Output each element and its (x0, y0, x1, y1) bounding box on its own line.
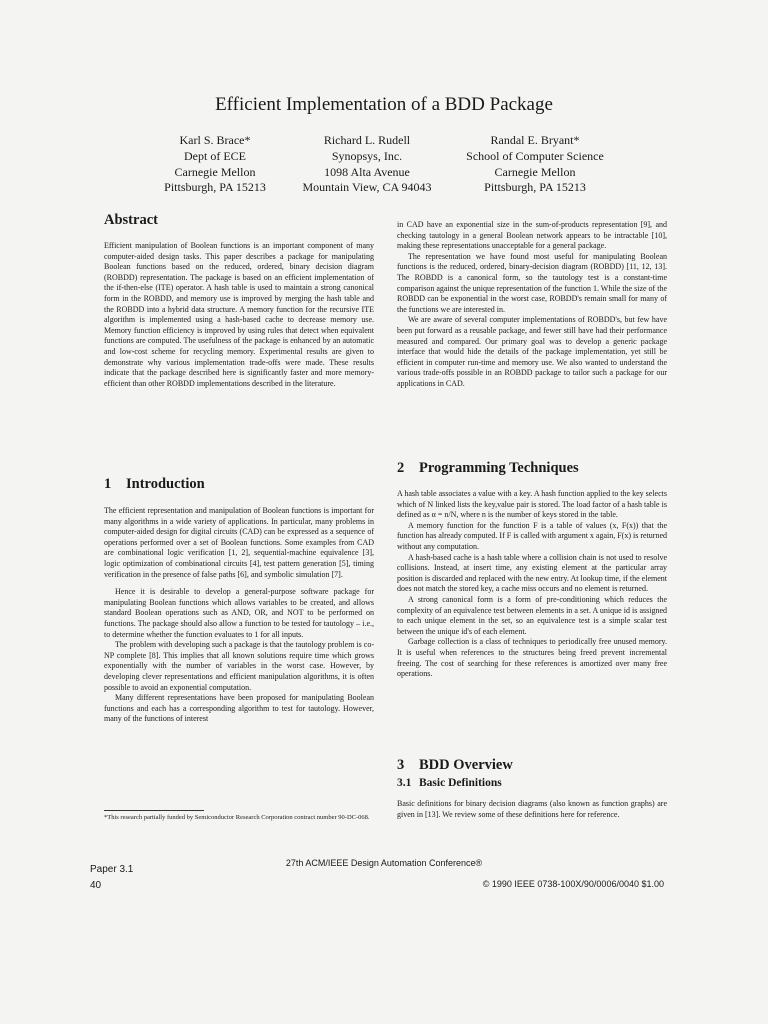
author-org: 1098 Alta Avenue (324, 164, 410, 179)
intro-paragraph: in CAD have an exponential size in the sum-of-products representation [9], and checking tautology in a general Boolean network appears to be intractable [10], making these representations unacceptable for a general package. (397, 220, 667, 251)
author-2 (272, 133, 462, 196)
footnote: *This research partially funded by Semiconductor Research Corporation contract number 90-DC-068. (104, 814, 370, 821)
author-affiliation: Dept of ECE (184, 148, 246, 163)
intro-paragraph: We are aware of several computer implementations of ROBDD's, but few have been put forward as a reusable package, and fewer still have had their performance measured and compared. Our primary goal was to develop a generic package interface that would hide the details of the package implementation, yet still be efficient in computer run-time and memory use. We also wanted to understand the various trade-offs possible in an ROBDD package to tailor such a package for our applications in CAD. (397, 315, 667, 388)
paper-label: Paper 3.1 (90, 864, 134, 875)
programming-paragraph: Garbage collection is a class of techniques to periodically free unused memory. It is useful when references to the structures being freed prevent incremental freeing. The cost of searching for these references is amortized over many free operations. (397, 637, 667, 679)
programming-paragraph: A memory function for the function F is a table of values (x, F(x)) that the function has already computed. If F is called with argument x again, F(x) is returned without any computation. (397, 520, 667, 551)
paper-title: Efficient Implementation of a BDD Package (215, 94, 553, 115)
programming-paragraph: A strong canonical form is a form of pre-conditioning which reduces the complexity of an equivalence test between elements in a set. A unique id is assigned to each unique element in the set, so an equivalence test is a simple scalar test between the unique id's of each element. (397, 594, 667, 636)
basic-definitions-text: Basic definitions for binary decision diagrams (also known as function graphs) are given in [13]. We review some of these definitions here for reference. (397, 799, 667, 819)
author-affiliation: Synopsys, Inc. (331, 148, 403, 163)
programming-paragraph: A hash table associates a value with a key. A hash function applied to the key selects which of N linked lists the key,value pair is stored. The load factor of a hash table is defined as α = n/N, where n is the number of keys stored in the table. (397, 489, 667, 520)
author-org: Carnegie Mellon (174, 164, 256, 179)
programming-heading: 2 Programming Techniques (397, 460, 579, 476)
author-address: Pittsburgh, PA 15213 (164, 180, 266, 195)
basic-definitions-heading: 3.1 Basic Definitions (397, 777, 502, 789)
programming-body (397, 489, 667, 680)
author-affiliation: School of Computer Science (466, 148, 604, 163)
paper-number (90, 862, 133, 894)
author-name: Richard L. Rudell (323, 133, 411, 147)
intro-paragraph: The efficient representation and manipulation of Boolean functions is important for many algorithms in a wide variety of applications. In particular, many problems in computer-aided design for digital circuits (CAD) can be expressed as a sequence of operations performed over a set of Boolean functions. Some examples from CAD are combinational logic verification [1, 2], sequential-machine equivalence [3], logic optimization of combinational circuits [4], test pattern generation [5], timing verification in the presence of false paths [6], and symbolic simulation [7]. (104, 506, 374, 579)
abstract-heading: Abstract (104, 212, 158, 228)
bdd-overview-heading: 3 BDD Overview (397, 757, 513, 773)
programming-paragraph: A hash-based cache is a hash table where a collision chain is not used to resolve collisions. Instead, at insert time, any existing element at the particular array position is discarded and replaced with the new entry. At lookup time, if the element does not match the stored key, a cache miss occurs and no element is returned. (397, 552, 667, 594)
intro-body (104, 506, 374, 725)
author-name: Randal E. Bryant* (490, 133, 580, 147)
author-3 (440, 133, 630, 196)
page-number: 40 (90, 880, 102, 891)
intro-paragraph: Hence it is desirable to develop a general-purpose software package for manipulating Boolean functions which allows variables to be created, and allows standard Boolean operations such as AND, OR, and NOT to be performed on functions. The package should also allow a function to be tested for tautology – i.e., to determine whether the function evaluates to 1 for all inputs. (104, 587, 374, 639)
copyright: © 1990 IEEE 0738-100X/90/0006/0040 $1.00 (482, 879, 664, 889)
intro-paragraph: Many different representations have been proposed for manipulating Boolean functions and each has a corresponding algorithm to test for tautology. However, many of the functions of interest (104, 693, 374, 724)
abstract-body (104, 241, 374, 389)
basic-definitions-body (397, 799, 667, 820)
abstract-text: Efficient manipulation of Boolean functions is an important component of many computer-aided design tasks. This paper describes a package for manipulating Boolean functions based on the reduced, ordered, binary decision diagram (ROBDD) representation. The package is based on an efficient implementation of the if-then-else (ITE) operator. A hash table is used to maintain a strong canonical form in the ROBDD, and memory use is improved by merging the hash table and the ROBDD into a hybrid data structure. A memory function for the recursive ITE algorithm is implemented using a hash-based cache to decrease memory use. Memory function efficiency is improved by using rules that detect when equivalent functions are computed. The usefulness of the package is enhanced by an automatic and low-cost scheme for recycling memory. Experimental results are given to demonstrate why various implementation trade-offs were made. These results indicate that the package described here is significantly faster and more memory-efficient than other ROBDD implementations described in the literature. (104, 241, 374, 388)
intro-paragraph: The representation we have found most useful for manipulating Boolean functions is the reduced, ordered, binary-decision diagram (ROBDD) [11, 12, 13]. The ROBDD is a canonical form, so the tautology test is a constant-time comparison against the unique representation of the function 1. While the size of the ROBDD can be exponential in the worst case, ROBDD's remain small for many of the functions we are interested in. (397, 251, 667, 314)
author-org: Carnegie Mellon (494, 164, 576, 179)
author-address: Mountain View, CA 94043 (302, 180, 432, 195)
intro-heading: 1 Introduction (104, 476, 205, 492)
right-intro-body (397, 220, 667, 390)
conference-line: 27th ACM/IEEE Design Automation Conference® (285, 858, 483, 868)
footnote-rule (104, 810, 204, 811)
author-name: Karl S. Brace* (179, 133, 251, 147)
author-address: Pittsburgh, PA 15213 (484, 180, 586, 195)
intro-paragraph: The problem with developing such a package is that the tautology problem is co-NP complete [8]. This implies that all known solutions require time which grows exponentially with the number of variables in the worst case. However, by developing clever representations and efficient manipulation algorithms, it is often possible to avoid an exponential computation. (104, 640, 374, 692)
